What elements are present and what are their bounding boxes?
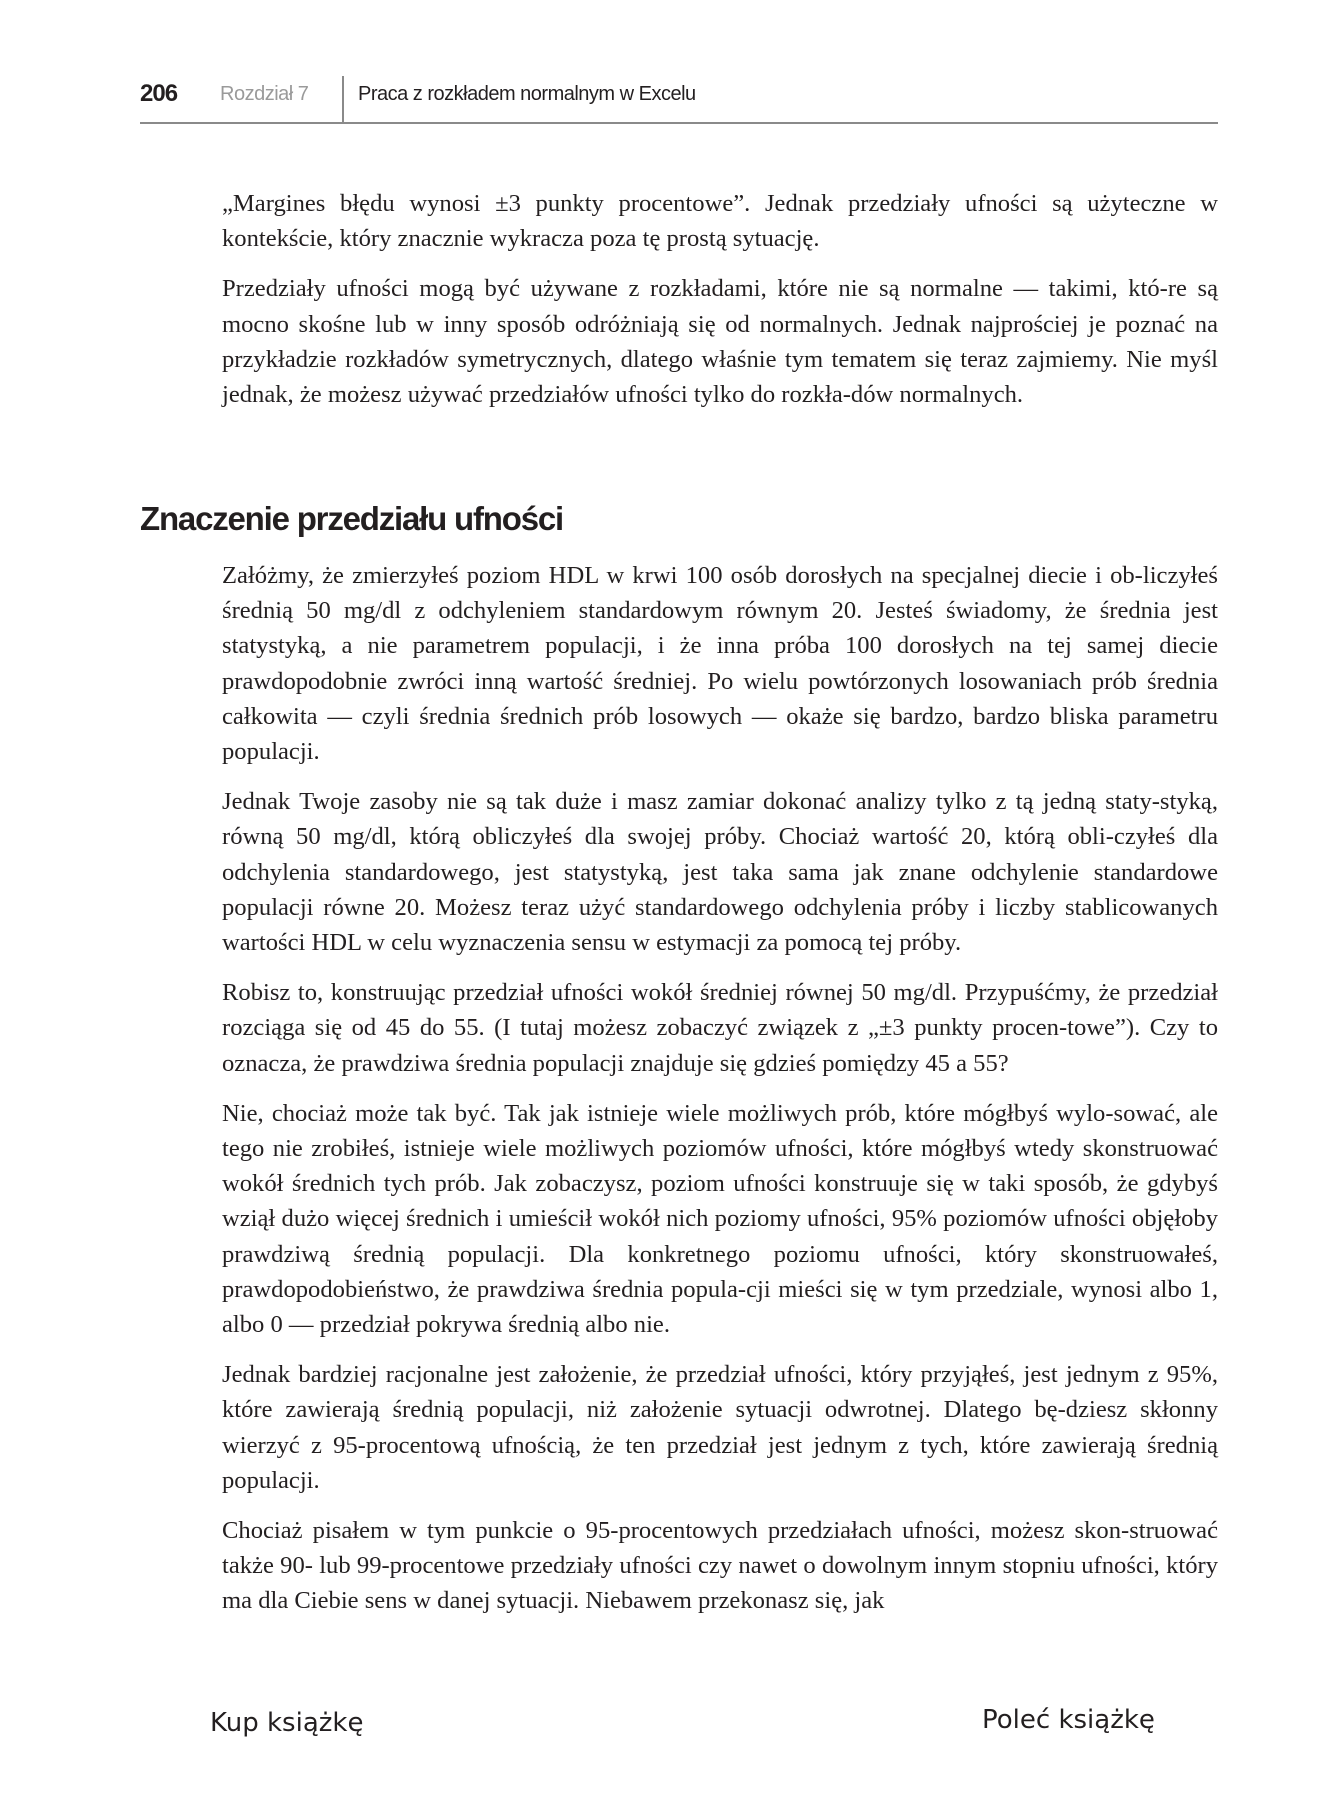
paragraph: Nie, chociaż może tak być. Tak jak istnieje wiele możliwych prób, które mógłbyś wylo-sować, ale tego nie zrobiłeś, istnieje wiele możliwych poziomów ufności, które mógłbyś wtedy skonstruować wokół średnich tych prób. Jak zobaczysz, poziom ufności konstruuje się w taki sposób, że gdybyś wziął dużo więcej średnich i umieścił wokół nich poziomy ufności, 95% poziomów ufności objęłoby prawdziwą średnią populacji. Dla konkretnego poziomu ufności, który skonstruowałeś, prawdopodobieństwo, że prawdziwa średnia popula-cji mieści się w tym przedziale, wynosi albo 1, albo 0 — przedział pokrywa średnią albo nie. (222, 1099, 1218, 1339)
intro-text (222, 186, 1218, 427)
paragraph: Jednak Twoje zasoby nie są tak duże i masz zamiar dokonać analizy tylko z tą jedną staty-styką, równą 50 mg/dl, którą obliczyłeś dla swojej próby. Chociaż wartość 20, którą obli-czyłeś dla odchylenia standardowego, jest statystyką, jest taka sama jak znane odchylenie standardowe populacji równe 20. Możesz teraz użyć standardowego odchylenia próby i liczby stablicowanych wartości HDL w celu wyznaczenia sensu w estymacji za pomocą tej próby. (222, 788, 1218, 957)
section-body (222, 558, 1218, 1634)
paragraph: Chociaż pisałem w tym punkcie o 95-procentowych przedziałach ufności, możesz skon-struować także 90- lub 99-procentowe przedziały ufności czy nawet o dowolnym innym stopniu ufności, który ma dla Ciebie sens w danej sytuacji. Niebawem przekonasz się, jak (222, 1517, 1218, 1615)
header-divider (342, 76, 344, 122)
section-heading: Znaczenie przedziału ufności (140, 500, 563, 537)
buy-book-link[interactable]: Kup książkę (210, 1708, 364, 1738)
paragraph: Załóżmy, że zmierzyłeś poziom HDL w krwi 100 osób dorosłych na specjalnej diecie i ob-liczyłeś średnią 50 mg/dl z odchyleniem standardowym równym 20. Jesteś świadomy, że średnia jest statystyką, a nie parametrem populacji, i że inna próba 100 dorosłych na tej samej diecie prawdopodobnie zwróci inną wartość średniej. Po wielu powtórzonych losowaniach prób średnia całkowita — czyli średnia średnich prób losowych — okaże się bardzo, bardzo bliska parametru populacji. (222, 562, 1218, 766)
paragraph: Robisz to, konstruując przedział ufności wokół średniej równej 50 mg/dl. Przypuśćmy, że przedział rozciąga się od 45 do 55. (I tutaj możesz zobaczyć związek z „±3 punkty procen-towe”). Czy to oznacza, że prawdziwa średnia populacji znajduje się gdzieś pomiędzy 45 a 55? (222, 979, 1218, 1077)
page-number: 206 (140, 80, 178, 107)
paragraph: „Margines błędu wynosi ±3 punkty procentowe”. Jednak przedziały ufności są użyteczne w kontekście, który znacznie wykracza poza tę prostą sytuację. (222, 190, 1218, 253)
chapter-label: Rozdział 7 (220, 83, 309, 105)
running-header (140, 76, 1218, 124)
recommend-book-link[interactable]: Poleć książkę (982, 1705, 1155, 1735)
paragraph: Przedziały ufności mogą być używane z rozkładami, które nie są normalne — takimi, któ-re są mocno skośne lub w inny sposób odróżniają się od normalnych. Jednak najprościej je poznać na przykładzie rozkładów symetrycznych, dlatego właśnie tym tematem się teraz zajmiemy. Nie myśl jednak, że możesz używać przedziałów ufności tylko do rozkła-dów normalnych. (222, 275, 1218, 409)
chapter-title: Praca z rozkładem normalnym w Excelu (358, 83, 696, 105)
paragraph: Jednak bardziej racjonalne jest założenie, że przedział ufności, który przyjąłeś, jest jednym z 95%, które zawierają średnią populacji, niż założenie sytuacji odwrotnej. Dlatego bę-dziesz skłonny wierzyć z 95-procentową ufnością, że ten przedział jest jednym z tych, które zawierają średnią populacji. (222, 1361, 1218, 1494)
